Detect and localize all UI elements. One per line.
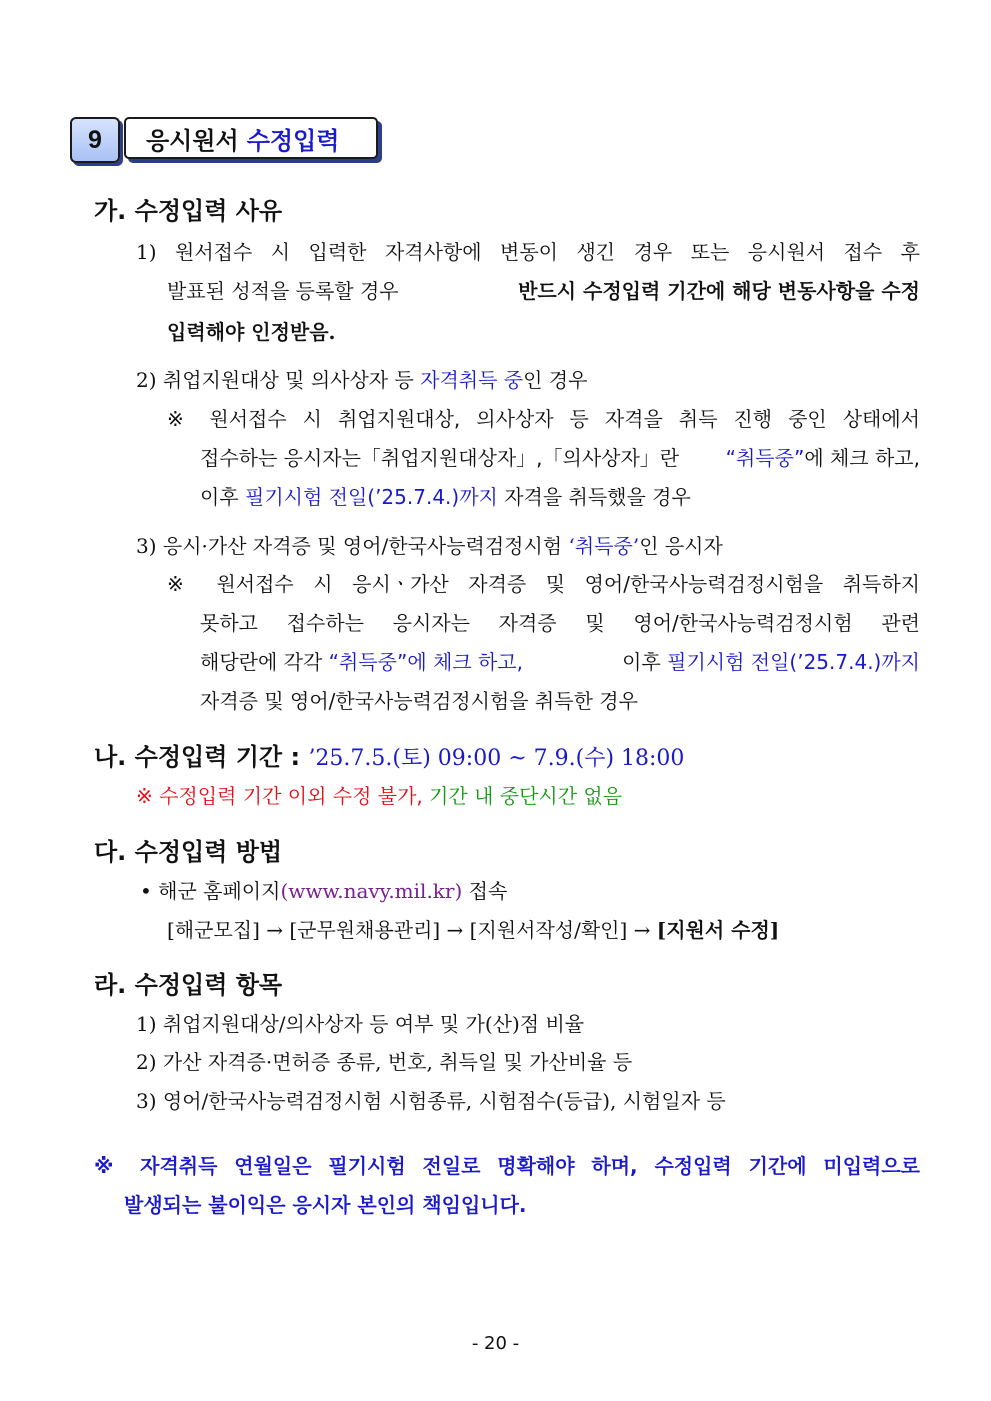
ga-item2-note2	[200, 442, 920, 471]
ga-item3-note2: 못하고 접수하는 응시자는 자격증 및 영어/한국사능력검정시험 관련	[200, 611, 920, 635]
da-line2-final: [지원서 수정]	[656, 918, 780, 942]
da-line2-path: [해군모집] → [군무원채용관리] → [지원서작성/확인] →	[167, 918, 657, 942]
ra-item-1: 1) 취업지원대상/의사상자 등 여부 및 가(산)점 비율	[136, 1012, 585, 1036]
na-period: ’25.7.5.(토) 09:00 ~ 7.9.(수) 18:00	[308, 746, 685, 771]
ga-item3-note3	[200, 646, 920, 675]
na-note-red: ※ 수정입력 기간 이외 수정 불가,	[136, 784, 430, 808]
navy-homepage-link[interactable]: (www.navy.mil.kr)	[280, 879, 463, 903]
da-line2	[167, 914, 779, 943]
heading-na	[94, 737, 684, 772]
ga-item2-line1	[136, 364, 587, 393]
ra-item-2: 2) 가산 자격증·면허증 종류, 번호, 취득일 및 가산비율 등	[136, 1050, 633, 1074]
ga-item3-line1	[136, 530, 723, 559]
ga-item1-line2	[167, 275, 920, 304]
ra-item-3: 3) 영어/한국사능력검정시험 시험종류, 시험점수(등급), 시험일자 등	[136, 1089, 726, 1113]
na-note	[136, 780, 622, 809]
heading-na-label: 나. 수정입력 기간 :	[94, 743, 309, 771]
ga-item3-note3-a: 해당란에 각각	[200, 650, 329, 674]
da-line1-c: 접속	[462, 879, 508, 903]
heading-ga: 가. 수정입력 사유	[94, 197, 283, 225]
section-title-main: 응시원서	[146, 126, 239, 155]
ga-item2-line1-b: 자격취득 중	[420, 368, 524, 392]
ga-item3-note3-d: 필기시험 전일(’25.7.4.)까지	[667, 650, 920, 674]
ga-item1-line3: 입력해야 인정받음.	[167, 320, 336, 344]
ga-item1-line2-bold: 반드시 수정입력 기간에 해당 변동사항을 수정	[518, 279, 920, 303]
heading-ra: 라. 수정입력 항목	[94, 971, 283, 999]
ga-item1-line2-plain: 발표된 성적을 등록할 경우	[167, 279, 399, 303]
ga-item3-line1-a: 3) 응시·가산 자격증 및 영어/한국사능력검정시험	[136, 534, 569, 558]
ga-item2-note2-a: 접수하는 응시자는「취업지원대상자」,「의사상자」란	[200, 446, 680, 470]
warning-line2: 발생되는 불이익은 응시자 본인의 책임입니다.	[124, 1193, 527, 1217]
da-line1-a: • 해군 홈페이지	[140, 879, 281, 903]
ga-item3-note3-b: “취득중”에 체크 하고,	[328, 650, 523, 674]
section-number: 9	[70, 117, 120, 163]
ga-item2-note1: ※ 원서접수 시 취업지원대상, 의사상자 등 자격을 취득 진행 중인 상태에서	[167, 407, 920, 431]
ga-item2-note3-b: 필기시험 전일(’25.7.4.)까지	[245, 485, 498, 509]
ga-item2-note3	[200, 481, 691, 510]
warning-line1: ※ 자격취득 연월일은 필기시험 전일로 명확해야 하며, 수정입력 기간에 미입력으로	[94, 1154, 920, 1178]
ga-item2-note3-a: 이후	[200, 485, 245, 509]
ga-item2-note3-c: 자격을 취득했을 경우	[497, 485, 691, 509]
na-note-green: 기간 내 중단시간 없음	[429, 784, 623, 808]
ga-item2-note2-b: “취득중”	[725, 446, 805, 470]
ga-item3-line1-b: ‘취득중’	[568, 534, 640, 558]
heading-da: 다. 수정입력 방법	[94, 838, 283, 866]
page-number: - 20 -	[471, 1333, 520, 1354]
da-line1	[140, 875, 507, 904]
ga-item3-note4: 자격증 및 영어/한국사능력검정시험을 취득한 경우	[200, 689, 638, 713]
ga-item2-line1-c: 인 경우	[523, 368, 588, 392]
ga-item3-line1-c: 인 응시자	[639, 534, 723, 558]
ga-item2-line1-a: 2) 취업지원대상 및 의사상자 등	[136, 368, 421, 392]
ga-item1-line1: 1) 원서접수 시 입력한 자격사항에 변동이 생긴 경우 또는 응시원서 접수 후	[136, 240, 920, 264]
ga-item3-note1: ※ 원서접수 시 응시ㆍ가산 자격증 및 영어/한국사능력검정시험을 취득하지	[167, 572, 920, 596]
ga-item3-note3-c: 이후	[622, 650, 668, 674]
ga-item2-note2-c: 에 체크 하고,	[804, 446, 920, 470]
section-title	[124, 117, 378, 159]
section-title-highlight: 수정입력	[246, 126, 340, 155]
